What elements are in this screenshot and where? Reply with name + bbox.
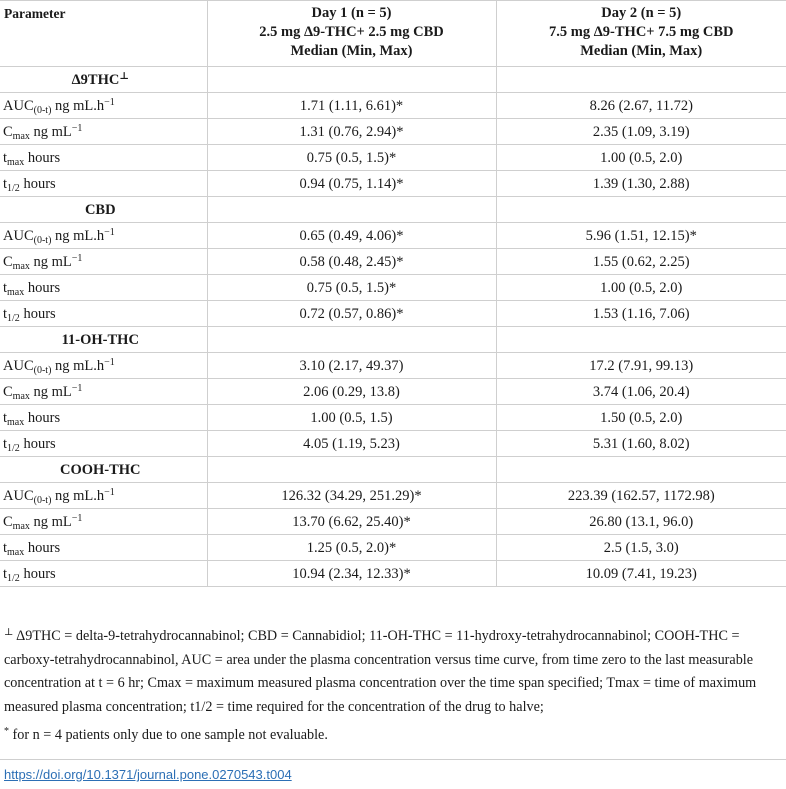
footnote-mark-perp: ⊥ (4, 627, 14, 638)
day2-value: 3.74 (1.06, 20.4) (496, 379, 786, 405)
day1-value: 0.75 (0.5, 1.5)* (207, 145, 496, 171)
table-row (0, 145, 786, 171)
parameter-label (0, 275, 207, 301)
day1-value: 1.00 (0.5, 1.5) (207, 405, 496, 431)
parameter-unit: ng mL (29, 253, 72, 270)
section-day1-empty (207, 67, 496, 93)
footnote-abbreviations (4, 625, 784, 719)
parameter-base: C (3, 383, 13, 400)
doi-divider (0, 759, 786, 760)
parameter-label (0, 535, 207, 561)
day2-value: 8.26 (2.67, 11.72) (496, 93, 786, 119)
section-row (0, 197, 786, 223)
header-parameter: Parameter (0, 1, 207, 67)
parameter-unit: hours (24, 279, 61, 296)
parameter-unit: hours (24, 409, 61, 426)
parameter-label (0, 93, 207, 119)
day1-value: 0.75 (0.5, 1.5)* (207, 275, 496, 301)
section-row (0, 67, 786, 93)
parameter-subscript: max (7, 156, 25, 168)
parameter-subscript: (0-t) (33, 494, 52, 506)
section-row (0, 457, 786, 483)
header-day2-line1: Day 2 (n = 5) (601, 5, 682, 21)
day1-value: 0.72 (0.57, 0.86)* (207, 301, 496, 327)
parameter-superscript: −1 (71, 252, 83, 264)
table-row (0, 483, 786, 509)
day2-value: 5.31 (1.60, 8.02) (496, 431, 786, 457)
parameter-subscript: max (12, 260, 30, 272)
section-day1-empty (207, 327, 496, 353)
parameter-subscript: 1/2 (7, 442, 20, 454)
parameter-unit: hours (19, 175, 56, 192)
parameter-unit: hours (19, 305, 56, 322)
parameter-label (0, 223, 207, 249)
parameter-superscript: −1 (71, 382, 83, 394)
parameter-base: AUC (3, 487, 34, 504)
section-label (0, 327, 207, 353)
day2-value: 1.50 (0.5, 2.0) (496, 405, 786, 431)
table-row (0, 353, 786, 379)
parameter-label (0, 301, 207, 327)
table-row (0, 535, 786, 561)
day2-value: 2.5 (1.5, 3.0) (496, 535, 786, 561)
parameter-unit: hours (19, 565, 56, 582)
section-label (0, 457, 207, 483)
section-day1-empty (207, 457, 496, 483)
table-body (0, 67, 786, 587)
section-day2-empty (496, 457, 786, 483)
parameter-base: t (3, 175, 8, 192)
parameter-unit: hours (19, 435, 56, 452)
table-header (0, 1, 786, 67)
parameter-unit: ng mL (29, 383, 72, 400)
day2-value: 1.39 (1.30, 2.88) (496, 171, 786, 197)
parameter-superscript: −1 (104, 486, 115, 498)
parameter-base: t (3, 539, 8, 556)
day2-value: 1.00 (0.5, 2.0) (496, 275, 786, 301)
day1-value: 0.65 (0.49, 4.06)* (207, 223, 496, 249)
parameter-label (0, 483, 207, 509)
section-day1-empty (207, 197, 496, 223)
section-footnote-mark: ⊥ (119, 70, 129, 82)
table-row (0, 275, 786, 301)
header-day1-line2: 2.5 mg Δ9-THC+ 2.5 mg CBD (259, 24, 444, 40)
parameter-superscript: −1 (71, 512, 83, 524)
parameter-base: C (3, 253, 13, 270)
day2-value: 5.96 (1.51, 12.15)* (496, 223, 786, 249)
table-row (0, 561, 786, 587)
day2-value: 1.55 (0.62, 2.25) (496, 249, 786, 275)
parameter-base: AUC (3, 227, 34, 244)
section-day2-empty (496, 197, 786, 223)
parameter-base: t (3, 305, 8, 322)
parameter-unit: ng mL.h (51, 227, 105, 244)
footnote-asterisk-text: for n = 4 patients only due to one sample not evaluable. (9, 727, 328, 743)
day2-value: 2.35 (1.09, 3.19) (496, 119, 786, 145)
section-label (0, 67, 207, 93)
table-row (0, 223, 786, 249)
parameter-unit: ng mL.h (51, 487, 105, 504)
day2-value: 223.39 (162.57, 1172.98) (496, 483, 786, 509)
parameter-subscript: max (12, 390, 30, 402)
day2-value: 1.53 (1.16, 7.06) (496, 301, 786, 327)
section-name: Δ9THC (71, 71, 120, 88)
parameter-subscript: max (7, 286, 25, 298)
table-row (0, 509, 786, 535)
parameter-label (0, 119, 207, 145)
parameter-label (0, 561, 207, 587)
parameter-base: AUC (3, 357, 34, 374)
table-row (0, 249, 786, 275)
parameter-label (0, 405, 207, 431)
day1-value: 0.58 (0.48, 2.45)* (207, 249, 496, 275)
table-row (0, 405, 786, 431)
header-day1-line3: Median (Min, Max) (290, 43, 413, 59)
parameter-base: t (3, 279, 8, 296)
parameter-base: AUC (3, 97, 34, 114)
parameter-base: t (3, 409, 8, 426)
day1-value: 2.06 (0.29, 13.8) (207, 379, 496, 405)
parameter-unit: ng mL.h (51, 97, 105, 114)
parameter-superscript: −1 (104, 356, 115, 368)
parameter-unit: hours (24, 539, 61, 556)
parameter-subscript: max (12, 130, 30, 142)
footnote-mark-asterisk: * (4, 726, 9, 737)
parameter-unit: hours (24, 149, 61, 166)
table-row (0, 171, 786, 197)
day2-value: 1.00 (0.5, 2.0) (496, 145, 786, 171)
parameter-superscript: −1 (71, 122, 83, 134)
table-footnotes (4, 625, 784, 748)
day1-value: 1.31 (0.76, 2.94)* (207, 119, 496, 145)
header-day2-line2: 7.5 mg Δ9-THC+ 7.5 mg CBD (549, 24, 734, 40)
table-row (0, 119, 786, 145)
table-row (0, 379, 786, 405)
section-name: CBD (84, 201, 116, 218)
footnote-abbreviations-text: Δ9THC = delta-9-tetrahydrocannabinol; CBD = Cannabidiol; 11-OH-THC = 11-hydroxy-tetrahydrocannabinol; COOH-THC = carboxy-tetrahydrocannabinol, AUC = area under the plasma concentration versus time curve, from time zero to the last measurable concentration at t = 6 hr; Cmax = maximum measured plasma concentration over the time span specified; Tmax = time of maximum measured plasma concentration; t1/2 = time required for the concentration of the drug to halve; (4, 628, 757, 715)
doi-link[interactable]: https://doi.org/10.1371/journal.pone.0270543.t004 (4, 767, 292, 782)
parameter-subscript: (0-t) (33, 104, 52, 116)
parameter-subscript: 1/2 (7, 312, 20, 324)
parameter-unit: ng mL (29, 513, 72, 530)
day1-value: 3.10 (2.17, 49.37) (207, 353, 496, 379)
parameter-subscript: max (12, 520, 30, 532)
footnote-asterisk (4, 724, 784, 748)
day1-value: 1.25 (0.5, 2.0)* (207, 535, 496, 561)
header-day1 (207, 1, 496, 67)
parameter-subscript: 1/2 (7, 572, 20, 584)
section-name: 11-OH-THC (61, 331, 139, 348)
day1-value: 13.70 (6.62, 25.40)* (207, 509, 496, 535)
header-day1-line1: Day 1 (n = 5) (311, 5, 392, 21)
parameter-label (0, 249, 207, 275)
parameter-subscript: max (7, 416, 25, 428)
parameter-label (0, 379, 207, 405)
day1-value: 1.71 (1.11, 6.61)* (207, 93, 496, 119)
parameter-label (0, 145, 207, 171)
day1-value: 126.32 (34.29, 251.29)* (207, 483, 496, 509)
parameter-label (0, 171, 207, 197)
parameter-base: C (3, 123, 13, 140)
day2-value: 26.80 (13.1, 96.0) (496, 509, 786, 535)
parameter-subscript: (0-t) (33, 364, 52, 376)
parameter-label (0, 509, 207, 535)
section-name: COOH-THC (59, 461, 141, 478)
header-day2-line3: Median (Min, Max) (580, 43, 703, 59)
parameter-label (0, 353, 207, 379)
day2-value: 17.2 (7.91, 99.13) (496, 353, 786, 379)
day1-value: 4.05 (1.19, 5.23) (207, 431, 496, 457)
section-label (0, 197, 207, 223)
table-row (0, 93, 786, 119)
section-day2-empty (496, 67, 786, 93)
section-row (0, 327, 786, 353)
parameter-unit: ng mL (29, 123, 72, 140)
parameter-base: t (3, 565, 8, 582)
parameter-subscript: max (7, 546, 25, 558)
parameter-base: t (3, 435, 8, 452)
parameter-base: t (3, 149, 8, 166)
table-row (0, 431, 786, 457)
section-day2-empty (496, 327, 786, 353)
day2-value: 10.09 (7.41, 19.23) (496, 561, 786, 587)
parameter-unit: ng mL.h (51, 357, 105, 374)
day1-value: 0.94 (0.75, 1.14)* (207, 171, 496, 197)
header-day2 (496, 1, 786, 67)
parameter-superscript: −1 (104, 226, 115, 238)
parameter-superscript: −1 (104, 96, 115, 108)
day1-value: 10.94 (2.34, 12.33)* (207, 561, 496, 587)
table-row (0, 301, 786, 327)
parameter-subscript: (0-t) (33, 234, 52, 246)
parameter-label (0, 431, 207, 457)
parameter-subscript: 1/2 (7, 182, 20, 194)
parameter-base: C (3, 513, 13, 530)
